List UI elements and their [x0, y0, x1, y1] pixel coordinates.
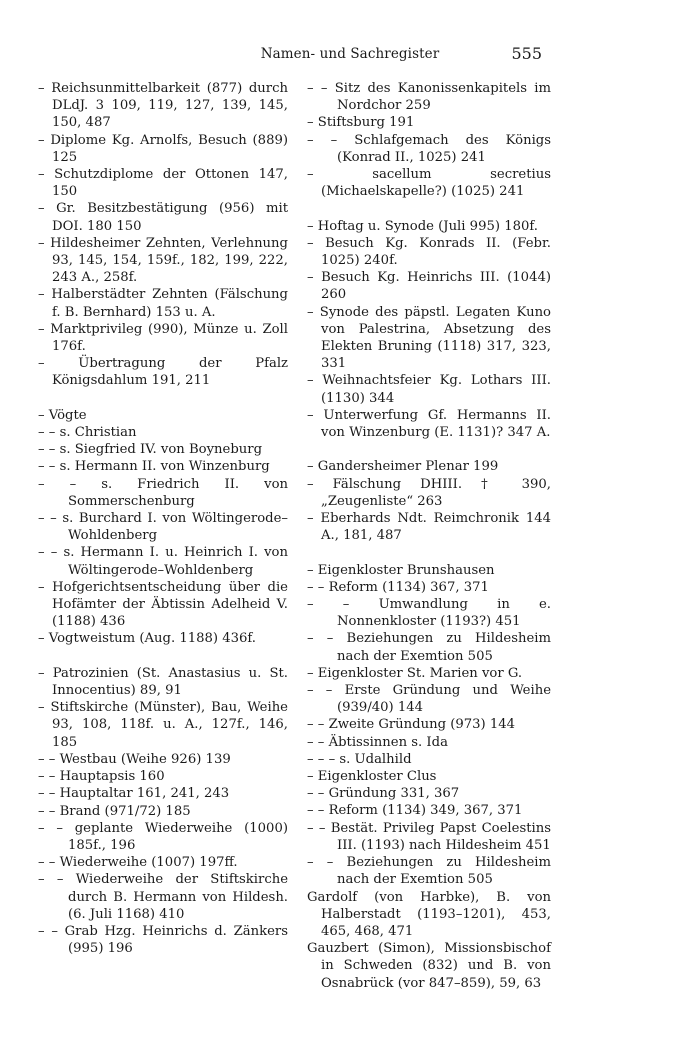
index-entry: – Übertragung der Pfalz Königsdahlum 191, 211 [38, 356, 288, 389]
index-entry: – Eberhards Ndt. Reimchronik 144 A., 181, 487 [307, 511, 551, 544]
entry-gap [38, 648, 288, 665]
index-entry: – – Beziehungen zu Hildesheim nach der Exemtion 505 [307, 855, 551, 888]
index-entry: – Besuch Kg. Konrads II. (Febr. 1025) 240f. [307, 235, 551, 269]
index-entry: – Marktprivileg (990), Münze u. Zoll 176f. [38, 321, 288, 355]
index-entry: – Hoftag u. Synode (Juli 995) 180f. [307, 218, 538, 234]
index-entry: – Diplome Kg. Arnolfs, Besuch (889) 125 [38, 132, 288, 165]
index-entry: – – Wiederweihe (1007) 197ff. [38, 855, 238, 871]
index-entry: – Weihnachtsfeier Kg. Lothars III. (1130) 344 [307, 373, 551, 406]
index-entry: – Synode des päpstl. Legaten Kuno von Palestrina, Absetzung des Elekten Bruning (1118) 317, 323, 331 [307, 304, 551, 372]
index-entry: – – s. Hermann II. von Winzenburg [38, 459, 270, 475]
index-entry: – Eigenkloster St. Marien vor G. [307, 665, 523, 681]
index-entry: – – Schlafgemach des Königs (Konrad II., 1025) 241 [307, 132, 551, 165]
index-entry: – – Bestät. Privileg Papst Coelestins III. (1193) nach Hildesheim 451 [307, 820, 551, 853]
index-entry: – – Reform (1134) 349, 367, 371 [307, 803, 523, 819]
page-number: 555 [511, 44, 542, 63]
index-entry: – Stiftskirche (Münster), Bau, Weihe 93, 108, 118f. u. A., 127f., 146, 185 [38, 700, 288, 750]
index-entry: – – Umwandlung in e. Nonnenkloster (1193?) 451 [307, 597, 551, 630]
index-entry: – Besuch Kg. Heinrichs III. (1044) 260 [307, 270, 551, 303]
index-entry: – – Sitz des Kanonissenkapitels im Nordchor 259 [307, 81, 551, 114]
index-entry: – – Brand (971/72) 185 [38, 803, 191, 819]
index-entry: – Vogtweistum (Aug. 1188) 436f. [38, 631, 257, 647]
index-entry: – Patrozinien (St. Anastasius u. St. Innocentius) 89, 91 [38, 665, 288, 699]
index-entry: – – s. Friedrich II. von Sommerschenburg [38, 476, 288, 509]
index-entry: – – Wiederweihe der Stiftskirche durch B. Hermann von Hildesh. (6. Juli 1168) 410 [38, 872, 288, 922]
index-entry: – Fälschung DHIII. † 390, „Zeugenliste“ 263 [307, 476, 551, 509]
index-entry: – – geplante Wiederweihe (1000) 185f., 196 [38, 820, 288, 853]
entry-gap [307, 544, 551, 561]
index-entry: – Eigenkloster Brunshausen [307, 562, 495, 578]
index-entry: – – – s. Udalhild [307, 751, 412, 767]
index-column-right [307, 80, 551, 992]
index-entry: – Gr. Besitzbestätigung (956) mit DOI. 180 150 [38, 201, 288, 234]
index-entry: – sacellum secretius (Michaelskapelle?) (1025) 241 [307, 167, 551, 200]
index-entry: – Halberstädter Zehnten (Fälschung f. B. Bernhard) 153 u. A. [38, 287, 288, 320]
index-entry: – – Erste Gründung und Weihe (939/40) 144 [307, 683, 551, 716]
index-entry: – – Westbau (Weihe 926) 139 [38, 751, 231, 767]
index-entry: – – Hauptapsis 160 [38, 769, 165, 785]
index-entry: – Reichsunmittelbarkeit (877) durch DLdJ. 3 109, 119, 127, 139, 145, 150, 487 [38, 81, 288, 131]
index-entry: – – Beziehungen zu Hildesheim nach der Exemtion 505 [307, 631, 551, 664]
index-entry: – Vögte [38, 407, 87, 423]
index-headword-entry: Gardolf (von Harbke), B. von Halberstadt (1193–1201), 453, 465, 468, 471 [307, 889, 551, 939]
index-entry: – Stiftsburg 191 [307, 115, 415, 131]
index-entry: – – Gründung 331, 367 [307, 786, 460, 802]
index-entry: – – s. Burchard I. von Wöltingerode–Wohldenberg [38, 511, 288, 544]
index-entry: – Hildesheimer Zehnten, Verlehnung 93, 145, 154, 159f., 182, 199, 222, 243 A., 258f. [38, 235, 288, 286]
index-entry: – – Grab Hzg. Heinrichs d. Zänkers (995) 196 [38, 923, 288, 957]
entry-gap [307, 441, 551, 458]
index-entry: – – Äbtissinnen s. Ida [307, 734, 448, 750]
entry-gap [38, 390, 288, 407]
running-header: Namen- und Sachregister [260, 46, 440, 62]
index-entry: – – Reform (1134) 367, 371 [307, 579, 489, 595]
index-column-left [38, 80, 288, 957]
index-entry: – Eigenkloster Clus [307, 769, 437, 785]
index-entry: – Hofgerichtsentscheidung über die Hofämter der Äbtissin Adelheid V. (1188) 436 [38, 579, 288, 630]
index-entry: – – s. Siegfried IV. von Boyneburg [38, 442, 263, 458]
index-entry: – Unterwerfung Gf. Hermanns II. von Winzenburg (E. 1131)? 347 A. [307, 407, 551, 441]
index-headword-entry: Gauzbert (Simon), Missionsbischof in Schweden (832) und B. von Osnabrück (vor 847–859), 59, 63 [307, 941, 551, 991]
index-entry: – – s. Hermann I. u. Heinrich I. von Wöltingerode–Wohldenberg [38, 545, 288, 578]
index-entry: – Gandersheimer Plenar 199 [307, 459, 499, 475]
index-entry: – – Hauptaltar 161, 241, 243 [38, 786, 230, 802]
index-entry: – – s. Christian [38, 425, 137, 441]
index-entry: – Schutzdiplome der Ottonen 147, 150 [38, 167, 288, 200]
entry-gap [307, 200, 551, 217]
index-entry: – – Zweite Gründung (973) 144 [307, 717, 516, 733]
